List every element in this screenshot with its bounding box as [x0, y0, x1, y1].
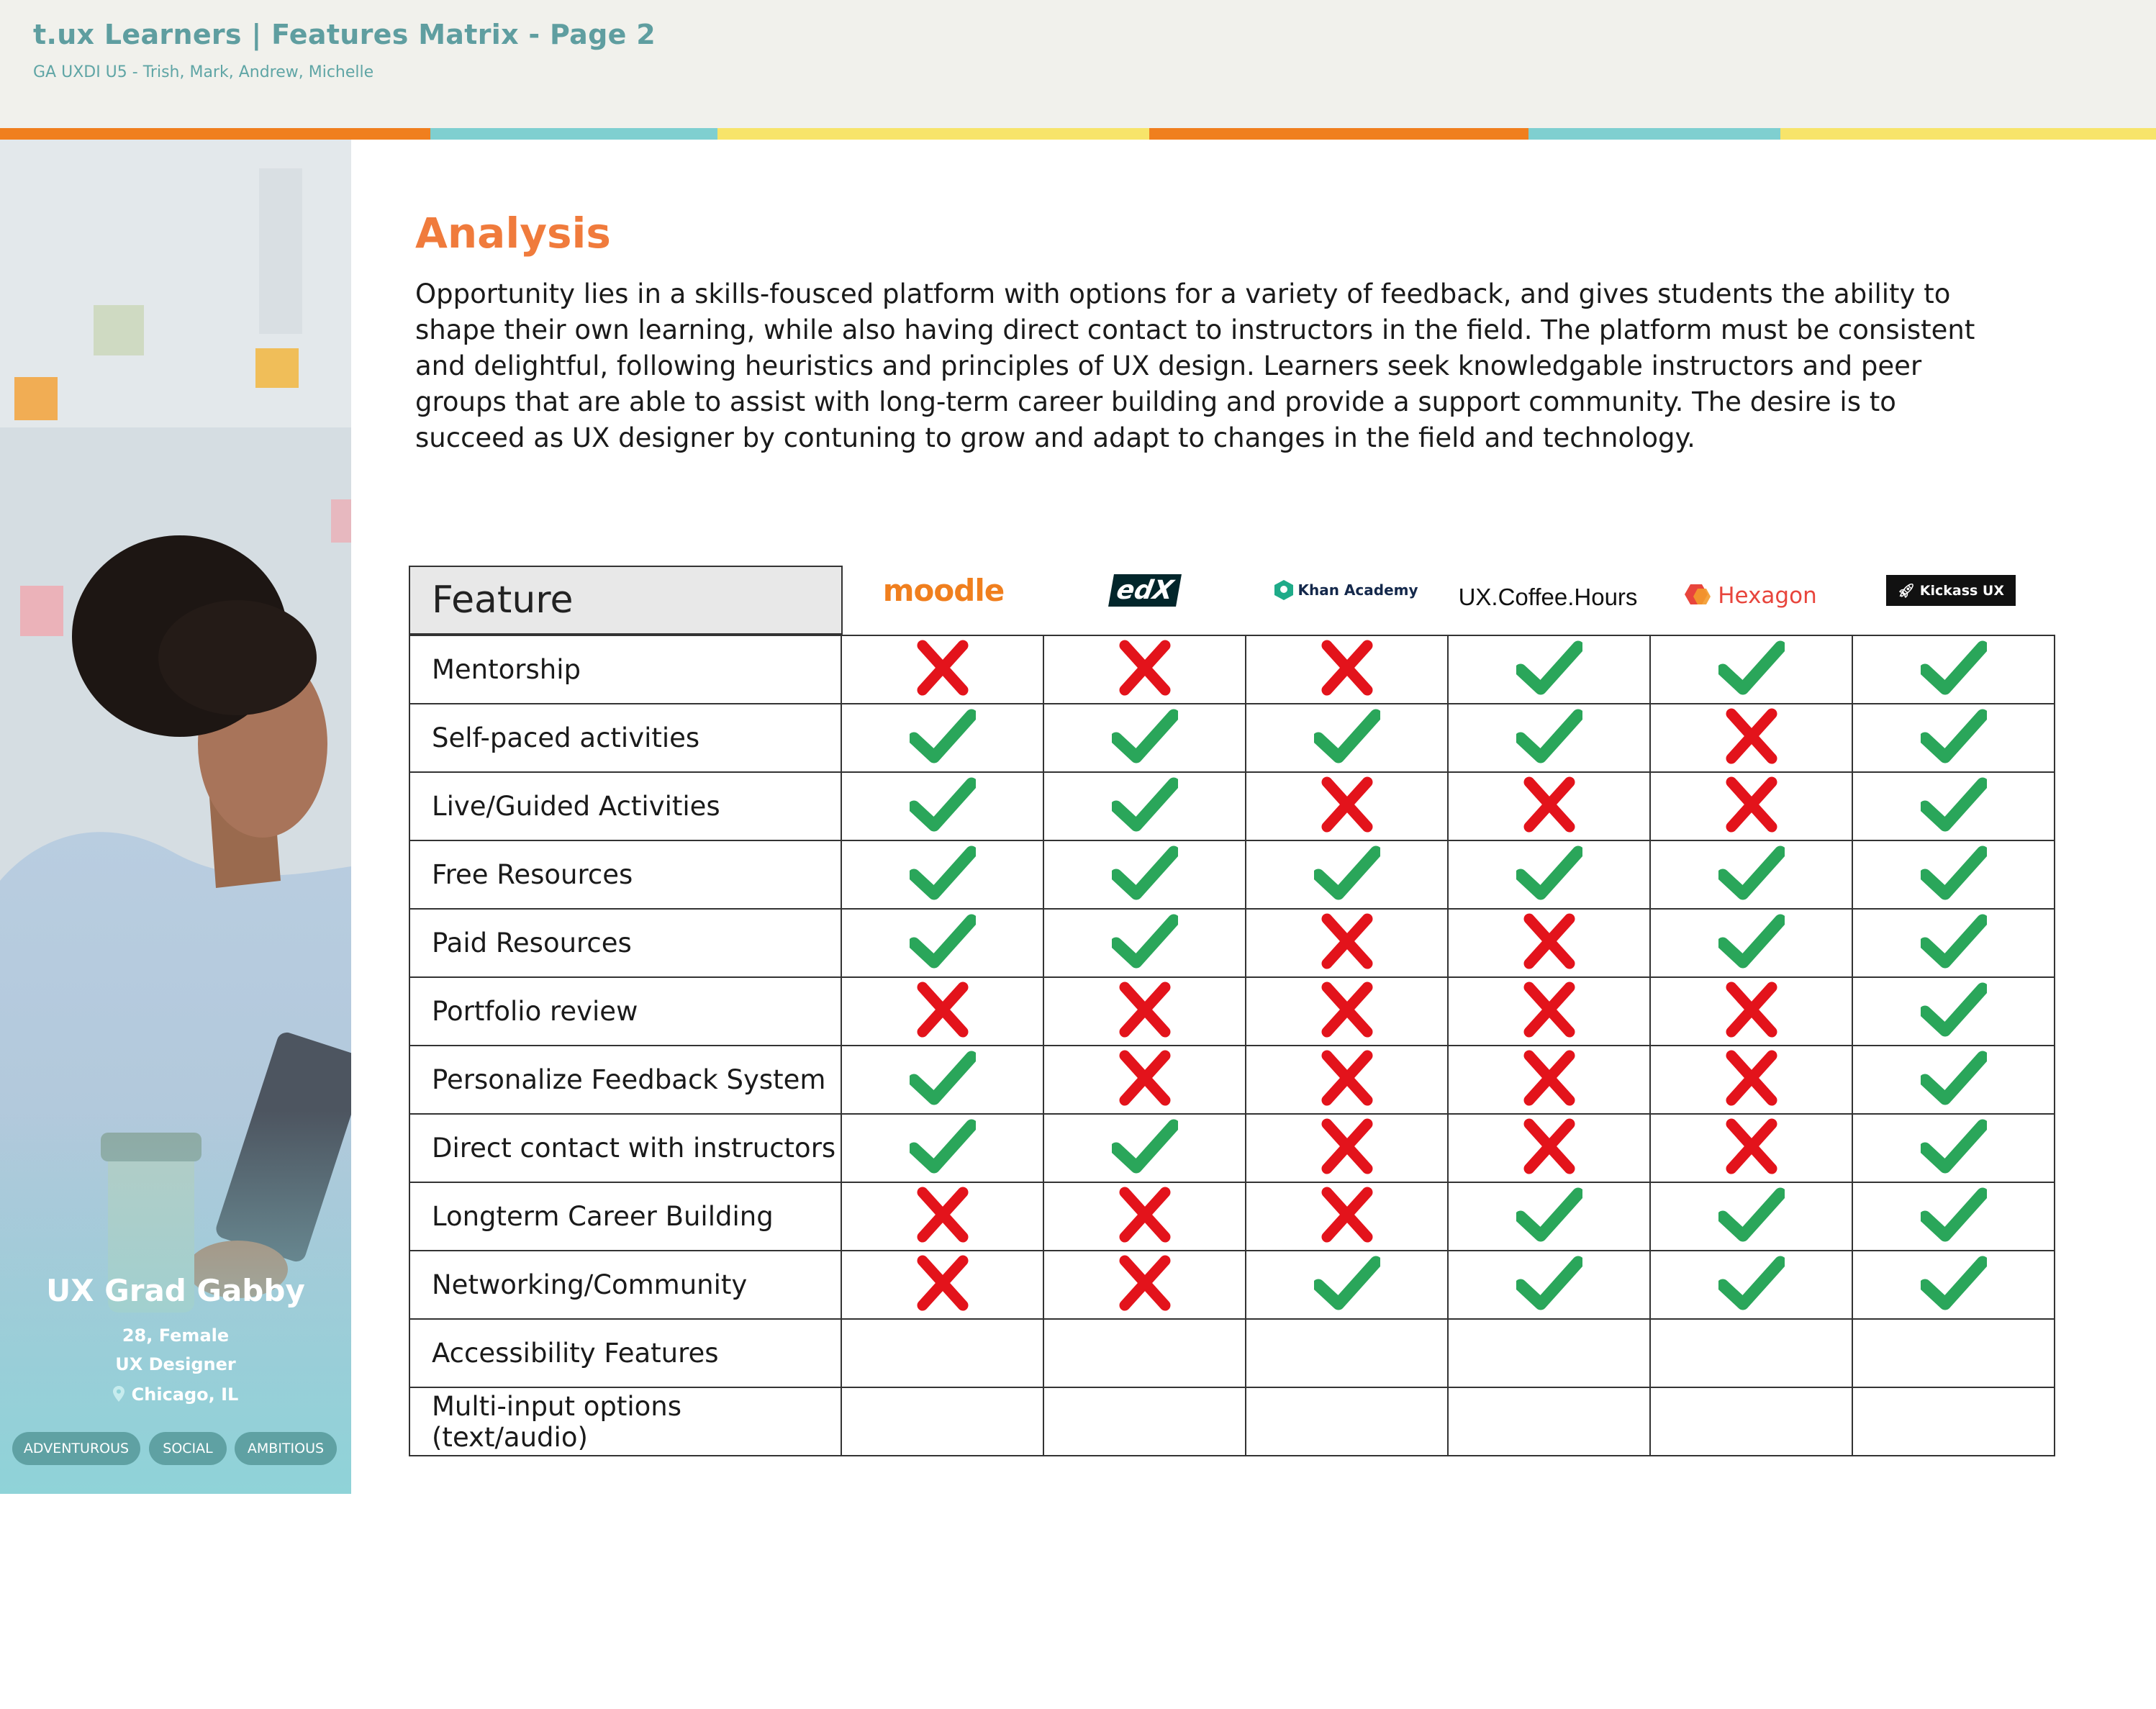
- cross-icon: [1314, 913, 1380, 969]
- matrix-cell: [1246, 1046, 1448, 1114]
- matrix-cell: [1043, 635, 1246, 704]
- matrix-cell: [1852, 1114, 2055, 1182]
- check-icon: [1718, 1187, 1785, 1243]
- matrix-cell: [841, 1387, 1043, 1456]
- matrix-cell: [1650, 1046, 1852, 1114]
- ux-coffee-hours-logo-text: UX.Coffee.Hours: [1458, 584, 1638, 610]
- kickass-ux-logo: [1850, 568, 2052, 612]
- matrix-cell: [1650, 1182, 1852, 1251]
- matrix-row: [409, 635, 2055, 704]
- matrix-cell: [1448, 977, 1650, 1046]
- stripe-orange-1: [0, 128, 430, 140]
- khan-academy-logo: [1246, 568, 1447, 612]
- matrix-cell: [1043, 704, 1246, 772]
- matrix-cell: [1852, 704, 2055, 772]
- matrix-cell: [841, 772, 1043, 840]
- check-icon: [1921, 1255, 1987, 1311]
- matrix-row: [409, 1114, 2055, 1182]
- matrix-cell: [1852, 977, 2055, 1046]
- matrix-cell: [841, 977, 1043, 1046]
- cross-icon: [1516, 1118, 1582, 1174]
- hexagon-logo: [1649, 574, 1850, 617]
- cross-icon: [1516, 1050, 1582, 1106]
- stripe-yellow-2: [1780, 128, 2156, 140]
- feature-label: Self-paced activities: [409, 704, 841, 772]
- feature-label: Live/Guided Activities: [409, 772, 841, 840]
- persona-age-gender: 28, Female: [122, 1325, 230, 1346]
- cross-icon: [1718, 776, 1785, 833]
- check-icon: [910, 708, 976, 764]
- analysis-body: Opportunity lies in a skills-fousced platform with options for a variety of feedback, and gives students the ability to shape their own learning, while also having direct contact to instructors in the field. The platform must be consistent and delightful, following heuristics and principles of UX design. Learners seek knowledgable instructors and peer groups that are able to assist with long-term career building and provide a support community. The desire is to succeed as UX designer by contuning to grow and adapt to changes in the field and technology.: [415, 278, 1975, 453]
- matrix-cell: [1448, 909, 1650, 977]
- matrix-cell: [1043, 840, 1246, 909]
- matrix-cell: [1043, 1046, 1246, 1114]
- cross-icon: [910, 1255, 976, 1311]
- matrix-cell: [1246, 1182, 1448, 1251]
- check-icon: [910, 1050, 976, 1106]
- feature-column-header: Feature: [409, 566, 843, 635]
- matrix-cell: [1246, 909, 1448, 977]
- matrix-cell: [1043, 977, 1246, 1046]
- matrix-cell: [1650, 977, 1852, 1046]
- matrix-cell: [1650, 1387, 1852, 1456]
- check-icon: [1516, 1255, 1582, 1311]
- persona-name: UX Grad Gabby: [46, 1273, 305, 1308]
- cross-icon: [1718, 1118, 1785, 1174]
- cross-icon: [1314, 1050, 1380, 1106]
- check-icon: [1516, 1187, 1582, 1243]
- edx-logo: [1044, 568, 1246, 612]
- check-icon: [1921, 1050, 1987, 1106]
- check-icon: [1314, 845, 1380, 901]
- check-icon: [1112, 845, 1178, 901]
- check-icon: [910, 845, 976, 901]
- feature-label: Direct contact with instructors: [409, 1114, 841, 1182]
- matrix-cell: [841, 1182, 1043, 1251]
- check-icon: [1718, 640, 1785, 696]
- check-icon: [1718, 1255, 1785, 1311]
- cross-icon: [1112, 1187, 1178, 1243]
- cross-icon: [1314, 1118, 1380, 1174]
- matrix-cell: [1448, 772, 1650, 840]
- check-icon: [1112, 1118, 1178, 1174]
- cross-icon: [910, 1187, 976, 1243]
- persona-location: Chicago, IL: [131, 1384, 239, 1405]
- matrix-row: [409, 1319, 2055, 1387]
- cross-icon: [1112, 982, 1178, 1038]
- matrix-cell: [1650, 1251, 1852, 1319]
- moodle-logo-text: moodle: [882, 572, 1005, 608]
- stripe-orange-2: [1149, 128, 1528, 140]
- hexagon-icon: [1682, 581, 1713, 610]
- matrix-cell: [1246, 635, 1448, 704]
- feature-label: Paid Resources: [409, 909, 841, 977]
- matrix-row: [409, 772, 2055, 840]
- cross-icon: [910, 982, 976, 1038]
- cross-icon: [910, 640, 976, 696]
- matrix-cell: [1448, 1182, 1650, 1251]
- edx-logo-text: edX: [1108, 574, 1182, 607]
- matrix-cell: [1246, 704, 1448, 772]
- matrix-cell: [841, 1046, 1043, 1114]
- matrix-cell: [1043, 1319, 1246, 1387]
- matrix-cell: [1448, 1046, 1650, 1114]
- check-icon: [1921, 913, 1987, 969]
- check-icon: [1516, 640, 1582, 696]
- cross-icon: [1314, 640, 1380, 696]
- feature-label: Multi-input options (text/audio): [409, 1387, 841, 1456]
- matrix-cell: [1650, 1114, 1852, 1182]
- matrix-cell: [1043, 1182, 1246, 1251]
- check-icon: [1921, 708, 1987, 764]
- cross-icon: [1718, 708, 1785, 764]
- cross-icon: [1112, 640, 1178, 696]
- matrix-cell: [1650, 704, 1852, 772]
- matrix-cell: [841, 840, 1043, 909]
- matrix-cell: [841, 1319, 1043, 1387]
- persona-role: UX Designer: [115, 1354, 236, 1374]
- persona-location-row: [0, 1384, 351, 1405]
- matrix-cell: [1043, 772, 1246, 840]
- matrix-cell: [1246, 1114, 1448, 1182]
- hexagon-logo-text: Hexagon: [1718, 583, 1817, 609]
- matrix-cell: [1448, 1387, 1650, 1456]
- matrix-row: [409, 1251, 2055, 1319]
- feature-label: Personalize Feedback System: [409, 1046, 841, 1114]
- ux-coffee-hours-logo: [1447, 576, 1649, 619]
- rocket-icon: 🚀︎: [1897, 582, 1920, 599]
- matrix-cell: [1852, 909, 2055, 977]
- kickass-ux-logo-text: [1886, 575, 2016, 606]
- matrix-cell: [1246, 977, 1448, 1046]
- matrix-cell: [1043, 1114, 1246, 1182]
- check-icon: [910, 913, 976, 969]
- matrix-row: [409, 1046, 2055, 1114]
- cross-icon: [1314, 1187, 1380, 1243]
- cross-icon: [1718, 1050, 1785, 1106]
- check-icon: [1718, 845, 1785, 901]
- check-icon: [1112, 708, 1178, 764]
- cross-icon: [1314, 776, 1380, 833]
- matrix-cell: [1448, 704, 1650, 772]
- cross-icon: [1516, 776, 1582, 833]
- matrix-cell: [1650, 772, 1852, 840]
- feature-label: Networking/Community: [409, 1251, 841, 1319]
- khan-academy-logo-text: Khan Academy: [1297, 581, 1418, 599]
- matrix-cell: [1246, 772, 1448, 840]
- matrix-cell: [1852, 1046, 2055, 1114]
- matrix-cell: [1448, 1114, 1650, 1182]
- features-matrix-table: [409, 635, 2055, 1456]
- check-icon: [1112, 913, 1178, 969]
- check-icon: [1314, 708, 1380, 764]
- matrix-cell: [1650, 840, 1852, 909]
- tag-adventurous: ADVENTUROUS: [12, 1432, 140, 1465]
- matrix-cell: [1650, 635, 1852, 704]
- stripe-teal-1: [430, 128, 717, 140]
- matrix-cell: [1246, 1319, 1448, 1387]
- stripe-yellow-1: [717, 128, 1149, 140]
- matrix-cell: [1043, 1387, 1246, 1456]
- check-icon: [1921, 776, 1987, 833]
- cross-icon: [1516, 913, 1582, 969]
- check-icon: [1516, 708, 1582, 764]
- matrix-cell: [1448, 635, 1650, 704]
- matrix-cell: [1852, 772, 2055, 840]
- check-icon: [1112, 776, 1178, 833]
- matrix-cell: [841, 1251, 1043, 1319]
- matrix-cell: [1448, 1319, 1650, 1387]
- persona-card: [0, 140, 351, 1494]
- matrix-row: [409, 1387, 2055, 1456]
- matrix-cell: [841, 704, 1043, 772]
- matrix-cell: [1246, 1387, 1448, 1456]
- stripe-teal-2: [1528, 128, 1780, 140]
- check-icon: [1921, 640, 1987, 696]
- check-icon: [1921, 1118, 1987, 1174]
- matrix-row: [409, 704, 2055, 772]
- check-icon: [1921, 982, 1987, 1038]
- page-header: [0, 0, 2156, 128]
- matrix-cell: [1852, 1251, 2055, 1319]
- tag-social: SOCIAL: [149, 1432, 227, 1465]
- matrix-row: [409, 977, 2055, 1046]
- matrix-cell: [1246, 1251, 1448, 1319]
- page-title: t.ux Learners | Features Matrix - Page 2: [33, 19, 656, 50]
- feature-label: Free Resources: [409, 840, 841, 909]
- matrix-cell: [1246, 840, 1448, 909]
- analysis-title: Analysis: [415, 209, 611, 258]
- feature-label: Portfolio review: [409, 977, 841, 1046]
- matrix-row: [409, 909, 2055, 977]
- matrix-cell: [1852, 1182, 2055, 1251]
- cross-icon: [1718, 982, 1785, 1038]
- matrix-row: [409, 1182, 2055, 1251]
- check-icon: [1718, 913, 1785, 969]
- moodle-logo: [843, 568, 1044, 612]
- feature-label: Mentorship: [409, 635, 841, 704]
- matrix-cell: [841, 635, 1043, 704]
- check-icon: [1921, 845, 1987, 901]
- matrix-cell: [1650, 909, 1852, 977]
- page-subtitle: GA UXDI U5 - Trish, Mark, Andrew, Michelle: [33, 63, 374, 81]
- matrix-cell: [1852, 1319, 2055, 1387]
- kickass-ux-label: Kickass UX: [1919, 582, 2004, 599]
- feature-label: Accessibility Features: [409, 1319, 841, 1387]
- matrix-cell: [1043, 909, 1246, 977]
- check-icon: [1516, 845, 1582, 901]
- check-icon: [1921, 1187, 1987, 1243]
- matrix-cell: [841, 909, 1043, 977]
- cross-icon: [1516, 982, 1582, 1038]
- check-icon: [910, 776, 976, 833]
- cross-icon: [1112, 1255, 1178, 1311]
- khan-academy-icon: [1274, 580, 1293, 600]
- matrix-cell: [1448, 840, 1650, 909]
- check-icon: [910, 1118, 976, 1174]
- tag-ambitious: AMBITIOUS: [235, 1432, 337, 1465]
- location-pin-icon: [113, 1386, 124, 1402]
- feature-label: Longterm Career Building: [409, 1182, 841, 1251]
- matrix-cell: [1043, 1251, 1246, 1319]
- matrix-cell: [1852, 840, 2055, 909]
- matrix-cell: [1852, 635, 2055, 704]
- matrix-row: [409, 840, 2055, 909]
- matrix-cell: [841, 1114, 1043, 1182]
- matrix-cell: [1852, 1387, 2055, 1456]
- matrix-cell: [1650, 1319, 1852, 1387]
- cross-icon: [1314, 982, 1380, 1038]
- check-icon: [1314, 1255, 1380, 1311]
- matrix-cell: [1448, 1251, 1650, 1319]
- cross-icon: [1112, 1050, 1178, 1106]
